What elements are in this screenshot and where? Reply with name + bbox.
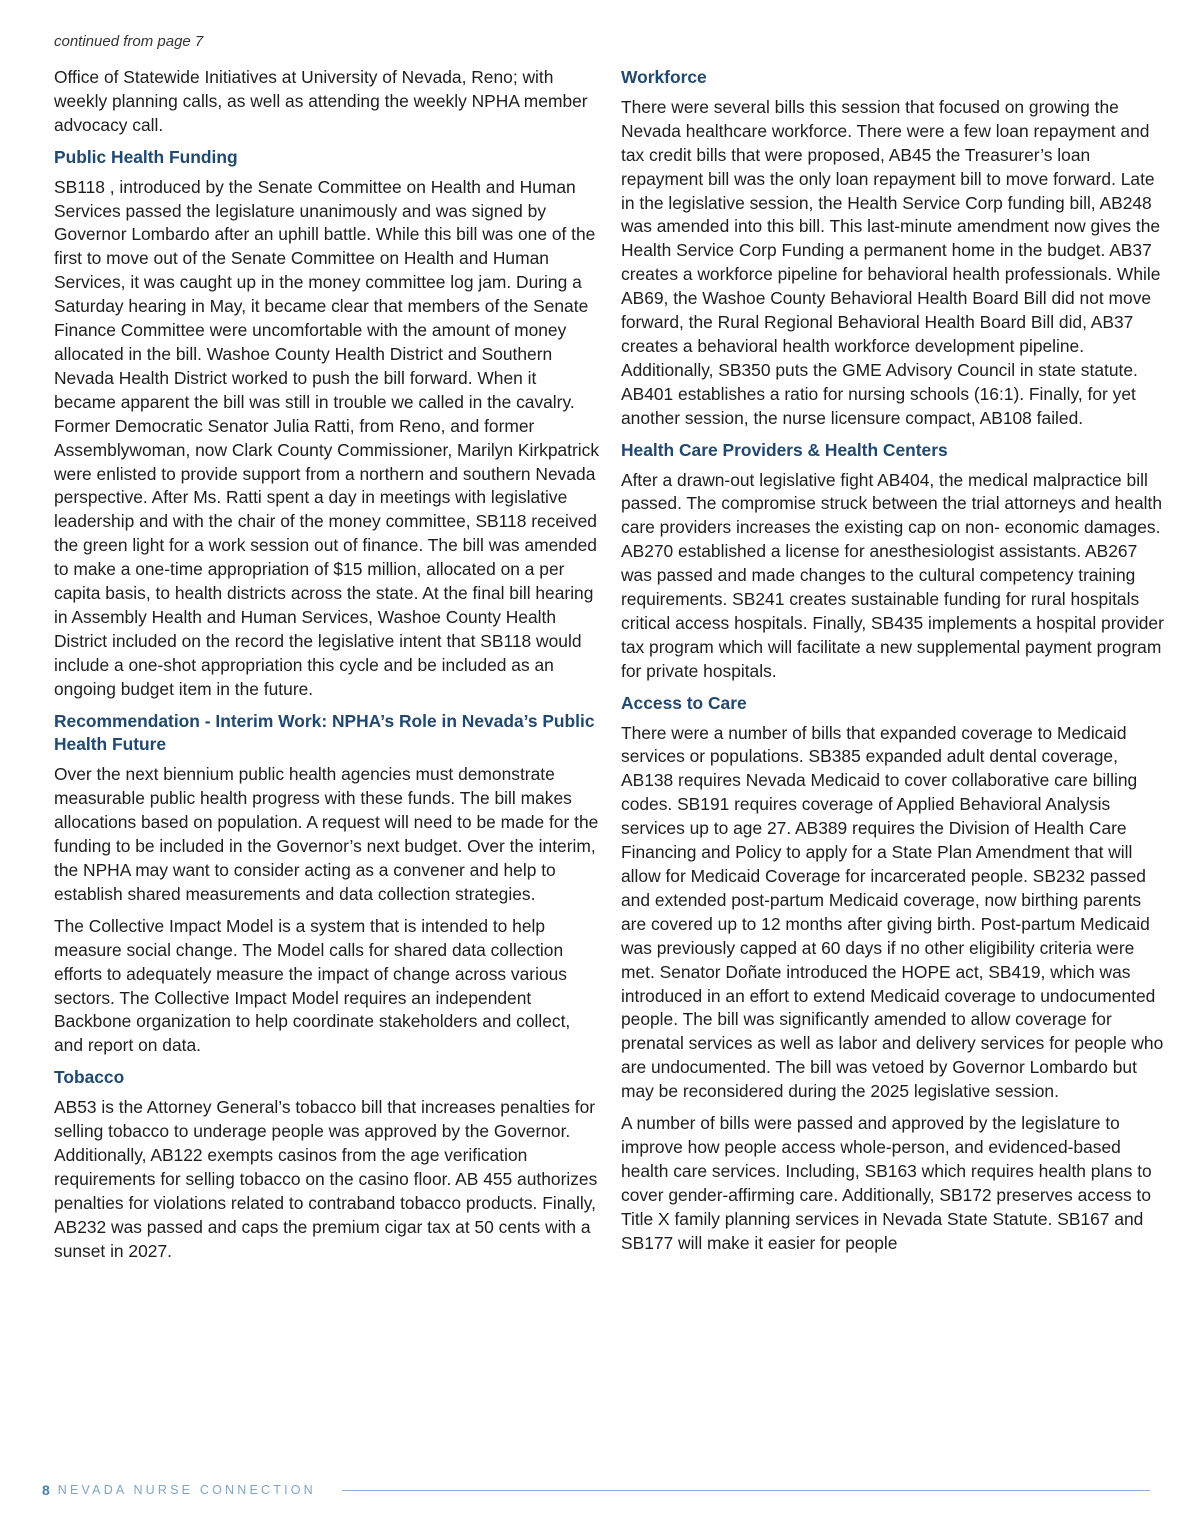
left-column	[54, 66, 600, 1272]
heading-recommendation: Recommendation - Interim Work: NPHA’s Role in Nevada’s Public Health Future	[54, 710, 595, 755]
publication-name: NEVADA NURSE CONNECTION	[57, 1483, 316, 1497]
heading-tobacco: Tobacco	[54, 1067, 125, 1088]
body-paragraph: After a drawn-out legislative fight AB404, the medical malpractice bill passed. The compromise struck between the trial attorneys and health care providers increases the existing cap on non- economic damages. AB270 established a license for anesthesiologist assistants. AB267 was passed and made changes to the cultural competency training requirements. SB241 creates sustainable funding for rural hospitals critical access hospitals. Finally, SB435 implements a hospital provider tax program which will facilitate a new supplemental payment program for private hospitals.	[621, 469, 1164, 681]
body-paragraph: SB118 , introduced by the Senate Committee on Health and Human Services passed the legislature unanimously and was signed by Governor Lombardo after an uphill battle. While this bill was one of the first to move out of the Senate Committee on Health and Human Services, it was caught up in the money committee log jam. During a Saturday hearing in May, it became clear that members of the Senate Finance Committee were uncomfortable with the amount of money allocated in the bill. Washoe County Health District and Southern Nevada Health District worked to push the bill forward. When it became apparent the bill was still in trouble we called in the cavalry. Former Democratic Senator Julia Ratti, from Reno, and former Assemblywoman, now Clark County Commissioner, Marilyn Kirkpatrick were enlisted to provide support from a northern and southern Nevada perspective. After Ms. Ratti spent a day in meetings with legislative leadership and with the chair of the money committee, SB118 received the green light for a work session out of finance. The bill was amended to make a one-time appropriation of $15 million, allocated on a per capita basis, to health districts across the state. At the final bill hearing in Assembly Health and Human Services, Washoe County Health District included on the record the legislative intent that SB118 would include a one-shot appropriation this cycle and be included as an ongoing budget item in the future.	[54, 176, 600, 699]
continued-note: continued from page 7	[54, 33, 204, 50]
heading-providers: Health Care Providers & Health Centers	[621, 439, 948, 460]
heading-public-health-funding: Public Health Funding	[54, 146, 238, 167]
body-paragraph: AB53 is the Attorney General’s tobacco bill that increases penalties for selling tobacco to underage people was approved by the Governor. Additionally, AB122 exempts casinos from the age verification requirements for selling tobacco on the casino floor. AB 455 authorizes penalties for violations related to contraband tobacco products. Finally, AB232 was passed and caps the premium cigar tax at 50 cents with a sunset in 2027.	[54, 1097, 598, 1261]
body-paragraph: There were several bills this session that focused on growing the Nevada healthcare workforce. There were a few loan repayment and tax credit bills that were proposed, AB45 the Treasurer’s loan repayment bill was the only loan repayment bill to move forward. Late in the legislative session, the Health Service Corp funding bill, AB248 was amended into this bill. This last-minute amendment now gives the Health Service Corp Funding a permanent home in the budget. AB37 creates a workforce pipeline for behavioral health professionals. While AB69, the Washoe County Behavioral Health Board Bill did not move forward, the Rural Regional Behavioral Health Board Bill did, AB37 creates a behavioral health workforce development pipeline. Additionally, SB350 puts the GME Advisory Council in state statute. AB401 establishes a ratio for nursing schools (16:1). Finally, for yet another session, the nurse licensure compact, AB108 failed.	[621, 96, 1161, 428]
body-paragraph: The Collective Impact Model is a system that is intended to help measure social change. The Model calls for shared data collection efforts to adequately measure the impact of change across various sectors. The Collective Impact Model requires an independent Backbone organization to help coordinate stakeholders and collect, and report on data.	[54, 915, 571, 1056]
intro-paragraph: Office of Statewide Initiatives at University of Nevada, Reno; with weekly planning calls, as well as attending the weekly NPHA member advocacy call.	[54, 67, 588, 135]
body-paragraph: A number of bills were passed and approved by the legislature to improve how people access whole-person, and evidenced-based health care services. Including, SB163 which requires health plans to cover gender-affirming care. Additionally, SB172 preserves access to Title X family planning services in Nevada State Statute. SB167 and SB177 will make it easier for people	[621, 1113, 1152, 1253]
page-number: 8	[42, 1482, 50, 1498]
footer-rule	[342, 1490, 1150, 1491]
right-column	[621, 66, 1169, 1264]
body-paragraph: Over the next biennium public health agencies must demonstrate measurable public health progress with these funds. The bill makes allocations based on population. A request will need to be made for the funding to be included in the Governor’s next budget. Over the interim, the NPHA may want to consider acting as a convener and help to establish shared measurements and data collection strategies.	[54, 764, 599, 904]
heading-workforce: Workforce	[621, 67, 707, 87]
page-footer	[42, 1478, 1150, 1502]
heading-access-to-care: Access to Care	[621, 692, 747, 713]
body-paragraph: There were a number of bills that expanded coverage to Medicaid services or populations. SB385 expanded adult dental coverage, AB138 requires Nevada Medicaid to cover collaborative care billing codes. SB191 requires coverage of Applied Behavioral Analysis services up to age 27. AB389 requires the Division of Health Care Financing and Policy to apply for a State Plan Amendment that will allow for Medicaid Coverage for incarcerated people. SB232 passed and extended post-partum Medicaid coverage, now birthing parents are covered up to 12 months after giving birth. Post-partum Medicaid was previously capped at 60 days if no other eligibility criteria were met. Senator Doñate introduced the HOPE act, SB419, which was introduced in an effort to extend Medicaid coverage to undocumented people. The bill was significantly amended to allow coverage for prenatal services as well as labor and delivery services for people who are undocumented. The bill was vetoed by Governor Lombardo but may be reconsidered during the 2025 legislative session.	[621, 722, 1164, 1102]
